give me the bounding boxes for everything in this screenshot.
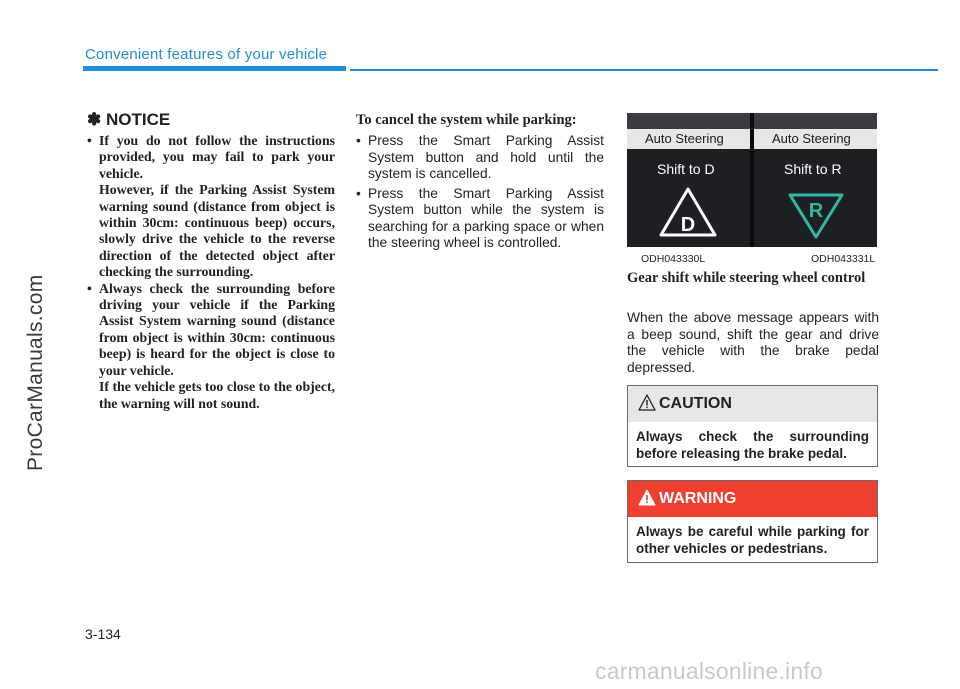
notice-title: NOTICE [105,110,171,129]
caution-triangle-icon [638,394,656,411]
cluster-panel-shift-d [627,113,750,247]
gear-d-letter: D [680,214,696,236]
warning-box [627,480,878,563]
gear-r-letter: R [808,200,824,222]
caution-label: CAUTION [659,395,732,412]
warning-text: Always be careful while parking for other vehicles or pedestrians. [636,524,869,556]
gear-d-triangle-icon [627,113,750,247]
warning-label: WARNING [659,490,737,507]
figure-caption-left: ODH043330L [641,253,706,265]
shift-instruction: Shift to D [657,161,715,177]
notice-item [87,281,335,412]
notice-symbol-icon: ✽ [87,110,102,129]
figure-caption-right: ODH043331L [811,253,876,265]
site-watermark: carmanualsonline.info [595,658,823,684]
bullet: • [87,280,92,296]
notice-heading [87,110,170,130]
notice-paragraph: However, if the Parking Assist System warning sound (distance from object is within 30cm: continuous beep) occurs, slowly drive the vehicle to the reverse direction of the detected object after checking the surrounding. [99,182,335,280]
auto-steering-header: Auto Steering [754,129,877,149]
warning-triangle-icon [638,489,656,506]
warning-header [628,481,877,517]
page-number: 3-134 [85,626,121,642]
bullet: • [356,185,361,201]
cancel-list [356,133,604,255]
auto-steering-header: Auto Steering [627,129,750,149]
bullet: • [356,133,361,148]
cancel-item-text: Press the Smart Parking Assist System button while the system is searching for a parking space or when the steering wheel is controlled. [368,185,604,250]
caution-text: Always check the surrounding before releasing the brake pedal. [636,429,869,461]
cluster-display-figure [627,113,877,247]
gear-shift-section-title: Gear shift while steering wheel control [627,270,866,286]
side-watermark: ProCarManuals.com [24,274,47,471]
notice-item [87,133,335,281]
notice-list [87,133,335,412]
gear-r-triangle-icon [754,113,877,247]
gear-shift-section-body: When the above message appears with a beep sound, shift the gear and drive the vehicle with the brake pedal depressed. [627,310,879,375]
caution-box [627,385,878,467]
cancel-section-title: To cancel the system while parking: [356,112,577,128]
cancel-item [356,133,604,183]
cancel-item [356,186,604,252]
caution-header [628,386,877,422]
notice-paragraph: Always check the surrounding before driving your vehicle if the Parking Assist System warning sound (distance from object is within 30cm: continuous beep) is heard for the object is close to your vehicle. [99,280,335,378]
shift-instruction: Shift to R [784,161,842,177]
bullet: • [87,133,92,148]
section-header-title: Convenient features of your vehicle [85,46,328,63]
notice-paragraph: If you do not follow the instructions provided, you may fail to park your vehicle. [99,133,335,181]
notice-paragraph: If the vehicle gets too close to the object, the warning will not sound. [99,379,335,411]
cluster-panel-shift-r [754,113,877,247]
header-rule-thin [350,69,938,71]
cancel-item-text: Press the Smart Parking Assist System button and hold until the system is cancelled. [368,133,604,181]
header-rule-thick [83,66,346,71]
